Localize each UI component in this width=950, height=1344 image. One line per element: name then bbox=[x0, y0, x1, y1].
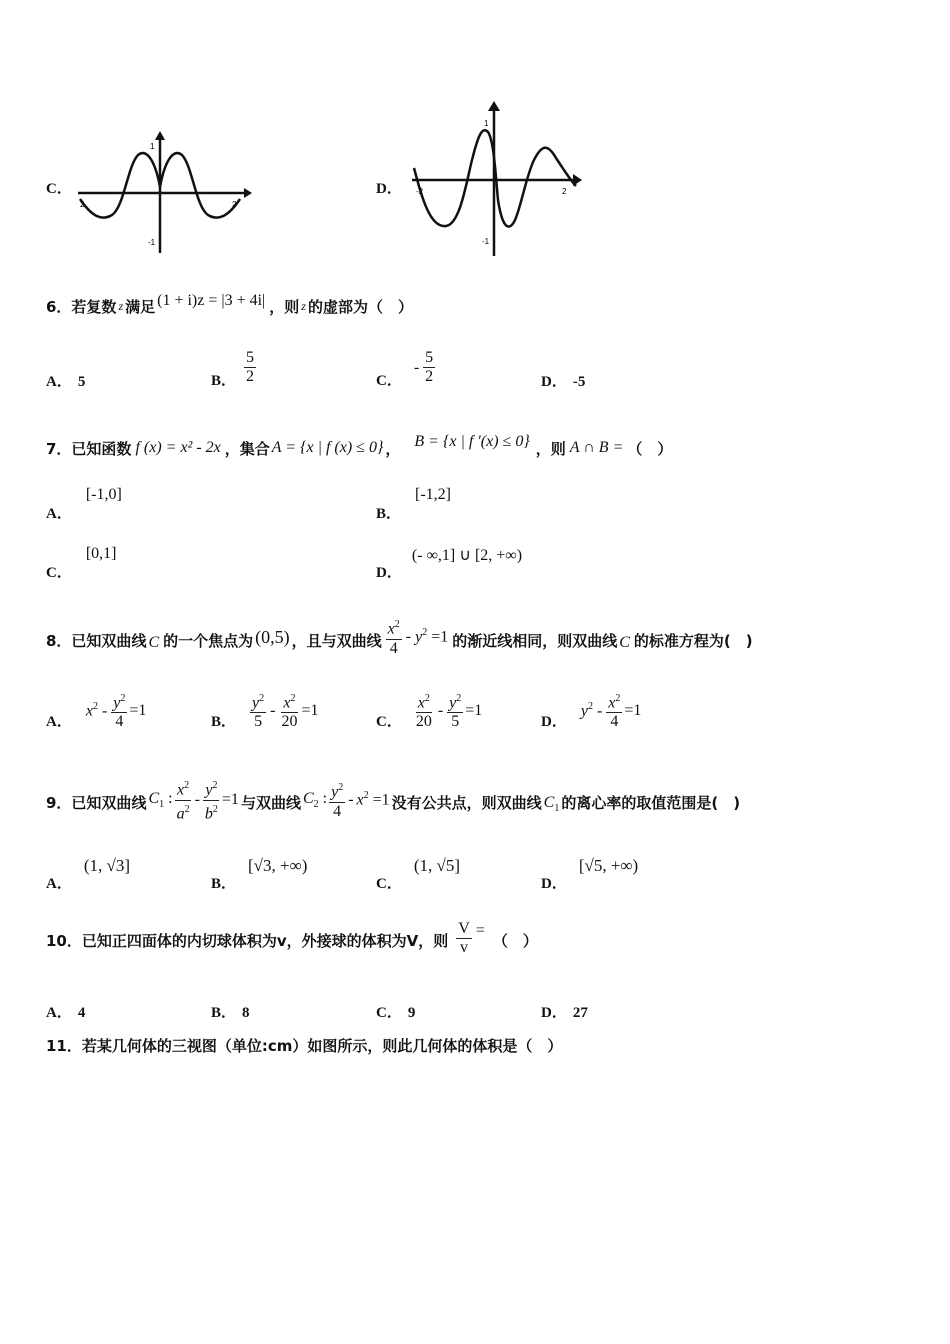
q8-option-d-label: D． bbox=[541, 714, 567, 731]
q10-option-d bbox=[541, 1001, 588, 1022]
question-9: 9．已知双曲线 $C_1$ : $\frac{x^2}{a^2}$ - $\frac{y^2}{b^2}$ =1 与双曲线 $C_2$ : $\frac{y^2}{4}$ - $x^2 =1$ 没有公共点，则双曲线 $C_1$ 的离心率的取值范围是( ) bbox=[46, 776, 740, 828]
q6-option-c-sign: - bbox=[413, 358, 420, 376]
q9-hyperbola-c1: $C_1$ : $\frac{x^2}{a^2}$ - $\frac{y^2}{b^2}$ =1 bbox=[148, 777, 238, 823]
q6-var-z2: z bbox=[301, 298, 306, 313]
q7-option-c bbox=[46, 545, 117, 582]
q6-option-c-fraction: $\frac{5}{2}$ bbox=[425, 349, 434, 385]
q10-option-b-value: 8 bbox=[242, 1005, 250, 1021]
q10-tail: （ ） bbox=[492, 931, 538, 950]
svg-text:2: 2 bbox=[80, 200, 85, 209]
q8-option-d: D． $y^2$ - $\frac{x^2}{4}$ =1 bbox=[541, 690, 641, 731]
q7-comma: ， bbox=[385, 439, 401, 458]
q9-option-c-label: C． bbox=[376, 876, 402, 892]
q9-option-a-label: A． bbox=[46, 876, 72, 892]
q5-option-c-graph bbox=[72, 125, 262, 257]
q6-option-d bbox=[541, 370, 585, 391]
q9-option-b-value: [√3, +∞) bbox=[248, 856, 308, 875]
q10-option-a bbox=[46, 1001, 85, 1022]
q10-option-a-label: A． bbox=[46, 1005, 72, 1021]
q7-option-a bbox=[46, 486, 122, 523]
q8-var-c2: C bbox=[619, 634, 630, 651]
q9-text-4: 的离心率的取值范围是( ) bbox=[561, 793, 741, 812]
q10-eq: = bbox=[475, 922, 485, 939]
q7-set-a: A = {x | f (x) ≤ 0} bbox=[271, 439, 384, 456]
q6-prefix: 6．若复数 bbox=[46, 297, 117, 316]
question-8 bbox=[46, 612, 753, 668]
q7-prefix: 7．已知函数 bbox=[46, 439, 132, 458]
q9-option-b bbox=[211, 856, 307, 893]
q6-option-a bbox=[46, 370, 85, 391]
q10-option-a-value: 4 bbox=[77, 1005, 86, 1021]
question-10 bbox=[46, 916, 538, 964]
q7-option-d-value: (- ∞,1] ∪ [2, +∞) bbox=[411, 547, 523, 564]
q7-option-b-value: [-1,2] bbox=[415, 486, 451, 503]
svg-text:-2: -2 bbox=[416, 187, 424, 196]
q6-equation: (1 + i)z = |3 + 4i| bbox=[157, 292, 266, 309]
q8-var-c: C bbox=[148, 634, 160, 651]
q9-option-c-value: (1, √5] bbox=[413, 856, 460, 875]
q5-option-d-graph bbox=[408, 96, 588, 261]
q8-option-a: A． $x^2$ - $\frac{y^2}{4}$ =1 bbox=[46, 690, 146, 731]
q10-option-b-label: B． bbox=[211, 1005, 237, 1021]
svg-text:-1: -1 bbox=[148, 238, 156, 247]
q6-option-c-label: C． bbox=[376, 373, 402, 389]
q10-option-c bbox=[376, 1001, 415, 1022]
q7-option-a-label: A． bbox=[46, 506, 72, 522]
q7-option-b bbox=[376, 486, 451, 523]
q10-option-d-label: D． bbox=[541, 1005, 567, 1021]
q10-option-b bbox=[211, 1001, 250, 1022]
q9-option-d bbox=[541, 856, 638, 893]
svg-text:1: 1 bbox=[150, 142, 155, 151]
question-6 bbox=[46, 288, 413, 324]
q8-text-4: 的标准方程为( ) bbox=[633, 631, 753, 650]
q6-tail: 的虚部为（ ） bbox=[307, 297, 413, 316]
q8-option-c-label: C． bbox=[376, 714, 402, 731]
q7-option-d bbox=[376, 545, 522, 582]
svg-text:-1: -1 bbox=[482, 237, 490, 246]
q6-option-b-label: B． bbox=[211, 373, 237, 389]
q6-var-z: z bbox=[118, 298, 124, 313]
q10-option-c-label: C． bbox=[376, 1005, 402, 1021]
q9-mid: 与双曲线 bbox=[240, 793, 301, 812]
q7-expr: A ∩ B = bbox=[569, 439, 624, 456]
q6-option-b bbox=[211, 345, 256, 390]
question-11: 11．若某几何体的三视图（单位:cm）如图所示，则此几何体的体积是（ ） bbox=[46, 1037, 563, 1055]
q8-option-b: B． $\frac{y^2}{5}$ - $\frac{x^2}{20}$ =1 bbox=[211, 690, 318, 731]
svg-text:1: 1 bbox=[484, 119, 489, 128]
q6-option-a-value: 5 bbox=[77, 374, 86, 390]
q6-option-a-label: A． bbox=[46, 374, 72, 390]
q8-focus-point: (0,5) bbox=[255, 626, 290, 647]
q9-option-c bbox=[376, 856, 460, 893]
q7-option-c-label: C． bbox=[46, 565, 72, 581]
q10-option-d-value: 27 bbox=[572, 1005, 588, 1021]
q8-text-3: 的渐近线相同，则双曲线 bbox=[452, 631, 618, 650]
q10-option-c-value: 9 bbox=[407, 1005, 416, 1021]
q9-text-3: 没有公共点，则双曲线 bbox=[391, 793, 542, 812]
q8-option-c: C． $\frac{x^2}{20}$ - $\frac{y^2}{5}$ =1 bbox=[376, 690, 482, 731]
q10-fraction: $\frac{V}{v}$ bbox=[458, 919, 470, 956]
q7-set-label: ，集合 bbox=[224, 439, 270, 458]
q8-option-a-label: A． bbox=[46, 714, 72, 731]
q5-option-c-label: C． bbox=[46, 181, 72, 197]
q7-tail: （ ） bbox=[627, 439, 673, 458]
q7-set-b: B = {x | f ′(x) ≤ 0} bbox=[414, 433, 530, 450]
q9-option-b-label: B． bbox=[211, 876, 237, 892]
q7-option-d-label: D． bbox=[376, 565, 402, 581]
q7-option-c-value: [0,1] bbox=[85, 545, 117, 562]
q6-option-d-value: -5 bbox=[572, 374, 586, 390]
q6-option-b-fraction: $\frac{5}{2}$ bbox=[246, 349, 255, 385]
q8-text-2: ，且与双曲线 bbox=[291, 631, 382, 650]
q9-option-a-value: (1, √3] bbox=[83, 856, 130, 875]
q7-option-b-label: B． bbox=[376, 506, 402, 522]
q6-mid: ，则 bbox=[269, 297, 300, 316]
q8-option-b-label: B． bbox=[211, 714, 237, 731]
svg-text:2: 2 bbox=[562, 187, 567, 196]
q10-text: 10．已知正四面体的内切球体积为v，外接球的体积为V，则 bbox=[46, 931, 449, 950]
q7-tail-pre: ，则 bbox=[535, 439, 566, 458]
q6-option-d-label: D． bbox=[541, 374, 567, 390]
svg-text:2: 2 bbox=[232, 200, 237, 209]
q8-hyperbola-reference: $\frac{x^2}{4}$ - $y^2 =1$ bbox=[386, 616, 449, 657]
q5-option-d-label: D． bbox=[376, 181, 402, 197]
q6-option-c bbox=[376, 345, 435, 390]
q9-option-d-label: D． bbox=[541, 876, 567, 892]
q7-function: f (x) = x² - 2x bbox=[135, 439, 221, 456]
q9-hyperbola-c2: $C_2$ : $\frac{y^2}{4}$ - $x^2 =1$ bbox=[303, 779, 390, 820]
q8-prefix: 8．已知双曲线 bbox=[46, 631, 147, 650]
q8-text-1: 的一个焦点为 bbox=[163, 631, 254, 650]
q9-prefix: 9．已知双曲线 bbox=[46, 793, 147, 812]
q6-cond: 满足 bbox=[125, 297, 156, 316]
question-7 bbox=[46, 428, 672, 468]
q7-option-a-value: [-1,0] bbox=[85, 486, 122, 503]
q9-option-d-value: [√5, +∞) bbox=[578, 856, 639, 875]
q9-option-a bbox=[46, 856, 130, 893]
